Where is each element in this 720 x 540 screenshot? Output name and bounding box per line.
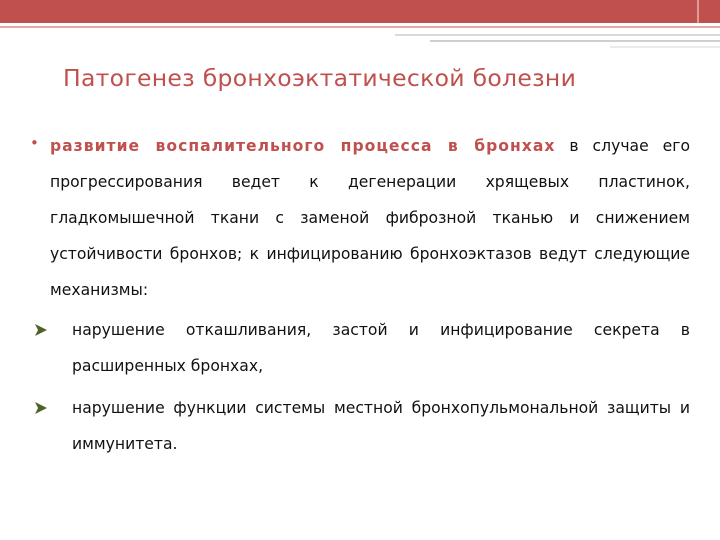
bullet-text: в случае его прогрессирования ведет к дегенерации хрящевых пластинок, гладкомышечной ткани с заменой фиброзной тканью и снижением устойчивости бронхов; к инфицированию бронхоэктазов ведут следующие механизмы: [50,137,690,299]
arrow-bullet-icon [34,323,48,337]
sub-item-text: нарушение функции системы местной бронхопульмональной защиты и иммунитета. [72,399,690,453]
slide-title: Патогенез бронхоэктатической болезни [63,64,577,92]
sub-list-item [30,312,690,384]
main-bullet [30,128,690,308]
sub-list [30,312,690,462]
slide-body [30,128,690,468]
bullet-dot-icon: • [30,134,39,152]
decorative-lines [0,0,720,60]
sub-list-item [30,390,690,462]
highlight-text: развитие воспалительного процесса в бронхах [50,137,556,155]
arrow-bullet-icon [34,401,48,415]
sub-item-text: нарушение откашливания, застой и инфицирование секрета в расширенных бронхах, [72,321,690,375]
